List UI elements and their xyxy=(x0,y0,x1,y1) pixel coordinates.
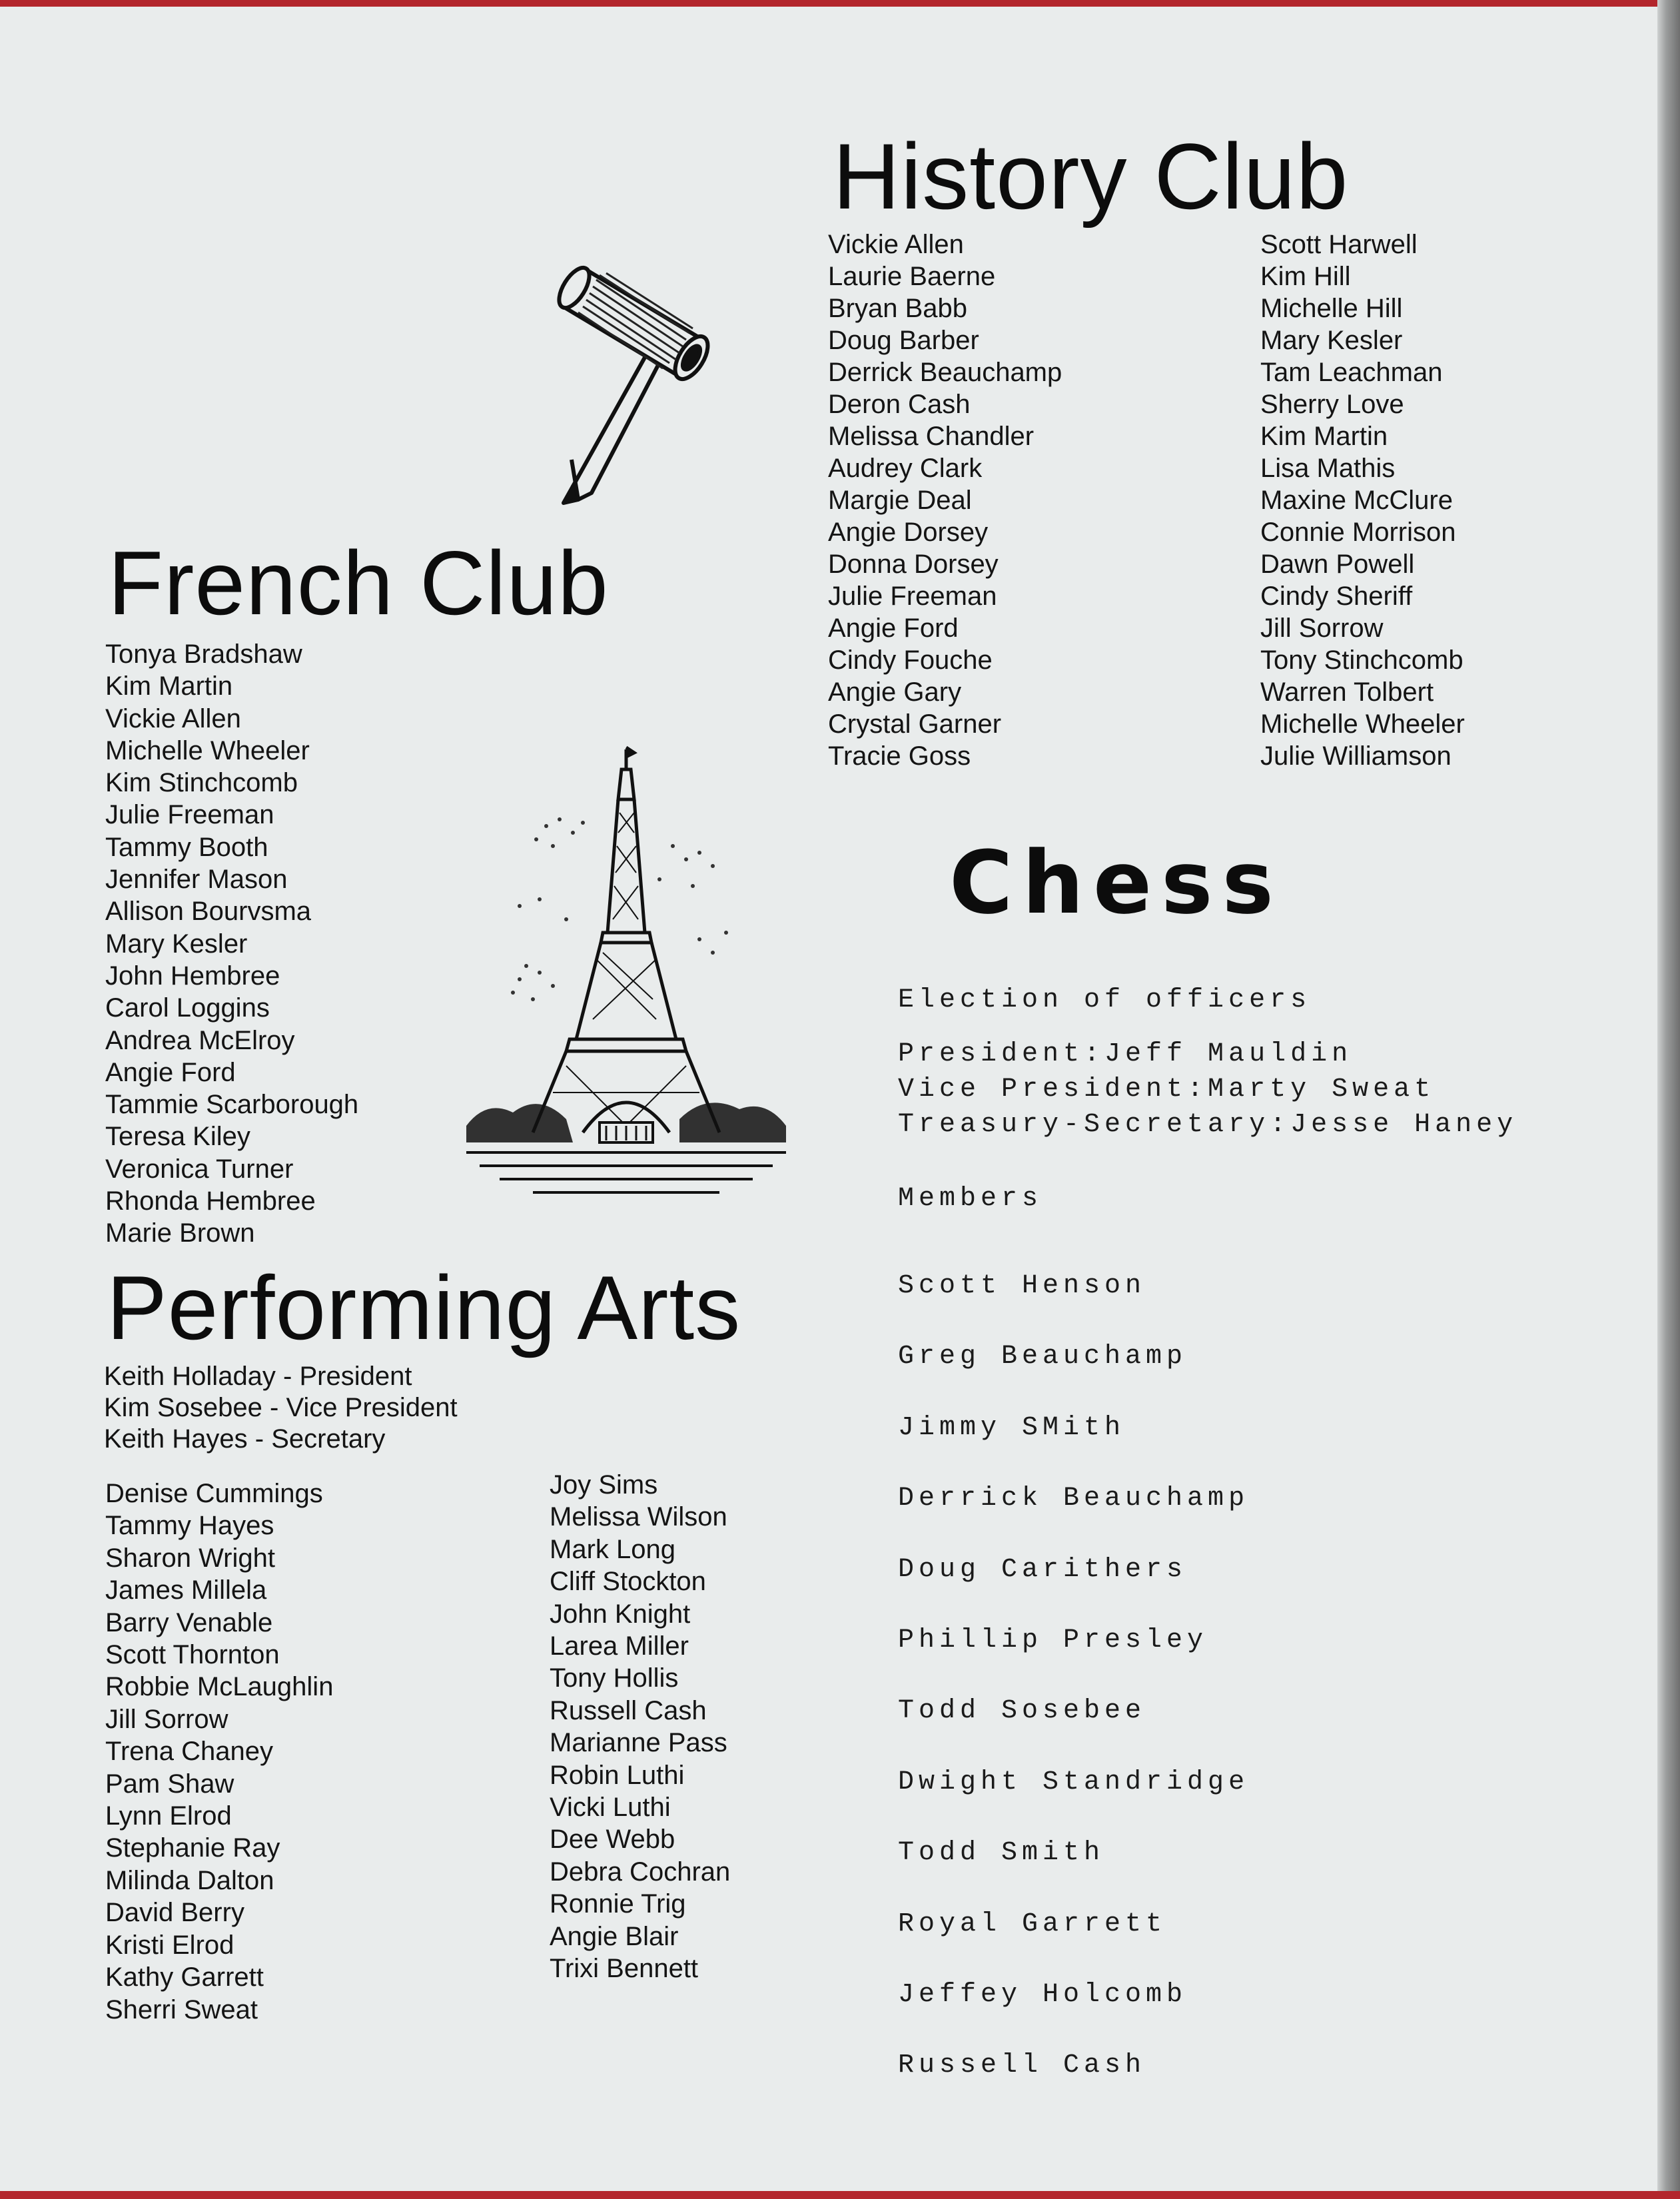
performing-arts-member: Robbie McLaughlin xyxy=(105,1672,334,1702)
performing-arts-member: Joy Sims xyxy=(550,1470,658,1500)
history-club-member: Jill Sorrow xyxy=(1260,614,1384,643)
history-club-member: Margie Deal xyxy=(828,486,972,515)
history-club-member: Scott Harwell xyxy=(1260,230,1418,259)
french-club-member: Angie Ford xyxy=(105,1057,236,1087)
chess-members-list xyxy=(898,1251,1249,2102)
history-club-member: Melissa Chandler xyxy=(828,422,1035,451)
performing-arts-member: Debra Cochran xyxy=(550,1857,731,1887)
performing-arts-member: Larea Miller xyxy=(550,1631,689,1661)
history-club-member: Derrick Beauchamp xyxy=(828,358,1062,387)
history-club-member: Angie Gary xyxy=(828,677,962,707)
french-club-member: Jennifer Mason xyxy=(105,865,288,895)
history-club-member: Julie Williamson xyxy=(1260,741,1452,771)
history-club-member: Doug Barber xyxy=(828,326,979,355)
performing-arts-officers xyxy=(104,1361,458,1455)
chess-title: Chess xyxy=(949,832,1283,933)
chess-officer: Treasury-Secretary:Jesse Haney xyxy=(898,1110,1518,1140)
performing-arts-member: Russell Cash xyxy=(550,1695,707,1725)
history-club-member: Michelle Hill xyxy=(1260,294,1403,323)
performing-arts-member: Lynn Elrod xyxy=(105,1801,232,1831)
french-club-member: Tonya Bradshaw xyxy=(105,640,302,669)
gavel-icon xyxy=(500,243,739,510)
french-club-member: Kim Martin xyxy=(105,671,233,701)
performing-arts-member: Barry Venable xyxy=(105,1607,273,1637)
performing-arts-member: Trena Chaney xyxy=(105,1737,273,1767)
history-club-member: Cindy Fouche xyxy=(828,646,993,675)
french-club-member: Carol Loggins xyxy=(105,993,270,1023)
performing-arts-member: James Millela xyxy=(105,1575,267,1605)
history-club-member: Maxine McClure xyxy=(1260,486,1453,515)
history-club-member: Mary Kesler xyxy=(1260,326,1403,355)
performing-arts-member: Cliff Stockton xyxy=(550,1567,706,1597)
performing-arts-member: Kathy Garrett xyxy=(105,1963,264,1992)
history-club-member: Kim Martin xyxy=(1260,422,1388,451)
performing-arts-member: David Berry xyxy=(105,1898,244,1928)
french-club-member: John Hembree xyxy=(105,961,280,991)
french-club-member: Tammie Scarborough xyxy=(105,1090,359,1120)
performing-arts-member: Angie Blair xyxy=(550,1921,679,1951)
performing-arts-member: Trixi Bennett xyxy=(550,1954,699,1984)
page-edge-top xyxy=(0,0,1680,7)
french-club-member: Vickie Allen xyxy=(105,703,241,733)
chess-member: Royal Garrett xyxy=(898,1909,1167,1939)
performing-arts-member: Mark Long xyxy=(550,1534,675,1564)
chess-member: Todd Smith xyxy=(898,1838,1105,1869)
performing-arts-title: Performing Arts xyxy=(107,1257,741,1358)
chess-member: Phillip Presley xyxy=(898,1625,1208,1656)
chess-member: Jeffey Holcomb xyxy=(898,1980,1188,2010)
french-club-list xyxy=(105,638,358,1250)
history-club-list-col1 xyxy=(828,228,1062,772)
chess-members-heading: Members xyxy=(898,1184,1043,1214)
chess-officer: Vice President:Marty Sweat xyxy=(898,1075,1436,1104)
chess-member: Todd Sosebee xyxy=(898,1696,1146,1727)
performing-arts-member: Melissa Wilson xyxy=(550,1502,727,1532)
history-club-member: Julie Freeman xyxy=(828,582,997,611)
performing-arts-member: Sherri Sweat xyxy=(105,1994,258,2024)
history-club-member: Bryan Babb xyxy=(828,294,968,323)
performing-arts-member: Milinda Dalton xyxy=(105,1865,274,1895)
performing-arts-member: Sharon Wright xyxy=(105,1543,275,1573)
performing-arts-member: Tammy Hayes xyxy=(105,1511,274,1541)
history-club-member: Michelle Wheeler xyxy=(1260,709,1465,739)
history-club-title: History Club xyxy=(833,124,1349,228)
performing-arts-list-col1 xyxy=(105,1478,333,2026)
french-club-member: Teresa Kiley xyxy=(105,1122,250,1152)
french-club-member: Marie Brown xyxy=(105,1218,255,1248)
french-club-member: Tammy Booth xyxy=(105,832,268,862)
history-club-member: Angie Dorsey xyxy=(828,518,989,547)
history-club-member: Tracie Goss xyxy=(828,741,971,771)
history-club-member: Vickie Allen xyxy=(828,230,964,259)
history-club-member: Cindy Sheriff xyxy=(1260,582,1413,611)
history-club-member: Dawn Powell xyxy=(1260,550,1415,579)
page-edge-bottom xyxy=(0,2191,1680,2199)
performing-arts-member: Dee Webb xyxy=(550,1825,675,1855)
history-club-member: Lisa Mathis xyxy=(1260,454,1396,483)
history-club-list-col2 xyxy=(1260,228,1465,772)
history-club-member: Deron Cash xyxy=(828,390,971,419)
performing-arts-officer: Keith Hayes - Secretary xyxy=(104,1424,386,1454)
chess-member: Doug Carithers xyxy=(898,1554,1188,1585)
french-club-member: Andrea McElroy xyxy=(105,1025,295,1055)
chess-member: Greg Beauchamp xyxy=(898,1342,1188,1372)
history-club-member: Connie Morrison xyxy=(1260,518,1456,547)
history-club-member: Laurie Baerne xyxy=(828,262,996,291)
french-club-member: Julie Freeman xyxy=(105,800,274,830)
chess-member: Dwight Standridge xyxy=(898,1767,1250,1797)
french-club-member: Michelle Wheeler xyxy=(105,735,310,765)
french-club-member: Rhonda Hembree xyxy=(105,1186,316,1216)
french-club-member: Allison Bourvsma xyxy=(105,897,312,927)
performing-arts-officer: Kim Sosebee - Vice President xyxy=(104,1393,458,1422)
performing-arts-member: Jill Sorrow xyxy=(105,1704,228,1734)
history-club-member: Warren Tolbert xyxy=(1260,677,1434,707)
history-club-member: Tam Leachman xyxy=(1260,358,1443,387)
french-club-member: Veronica Turner xyxy=(105,1154,294,1184)
performing-arts-member: Marianne Pass xyxy=(550,1728,727,1758)
french-club-member: Mary Kesler xyxy=(105,929,248,959)
chess-member: Jimmy SMith xyxy=(898,1412,1126,1443)
history-club-member: Crystal Garner xyxy=(828,709,1002,739)
chess-election-heading: Election of officers xyxy=(898,985,1312,1015)
chess-member: Russell Cash xyxy=(898,2050,1146,2081)
page-edge-right xyxy=(1657,0,1680,2199)
performing-arts-member: Stephanie Ray xyxy=(105,1833,280,1863)
chess-officers xyxy=(898,1037,1517,1142)
performing-arts-member: Scott Thornton xyxy=(105,1640,280,1670)
performing-arts-member: Denise Cummings xyxy=(105,1479,323,1508)
performing-arts-member: Kristi Elrod xyxy=(105,1930,234,1960)
performing-arts-member: Ronnie Trig xyxy=(550,1889,686,1919)
history-club-member: Tony Stinchcomb xyxy=(1260,646,1464,675)
performing-arts-officer: Keith Holladay - President xyxy=(104,1362,412,1391)
french-club-title: French Club xyxy=(108,532,609,634)
french-club-member: Kim Stinchcomb xyxy=(105,768,298,798)
performing-arts-member: Robin Luthi xyxy=(550,1760,685,1790)
history-club-member: Angie Ford xyxy=(828,614,959,643)
history-club-member: Audrey Clark xyxy=(828,454,983,483)
history-club-member: Sherry Love xyxy=(1260,390,1404,419)
eiffel-tower-icon xyxy=(460,739,793,1206)
performing-arts-member: John Knight xyxy=(550,1599,691,1629)
performing-arts-member: Pam Shaw xyxy=(105,1769,234,1799)
performing-arts-member: Vicki Luthi xyxy=(550,1793,671,1823)
chess-officer: President:Jeff Mauldin xyxy=(898,1039,1353,1069)
chess-member: Derrick Beauchamp xyxy=(898,1484,1250,1514)
history-club-member: Kim Hill xyxy=(1260,262,1351,291)
performing-arts-list-col2 xyxy=(550,1469,730,1985)
chess-member: Scott Henson xyxy=(898,1271,1146,1301)
history-club-member: Donna Dorsey xyxy=(828,550,999,579)
performing-arts-member: Tony Hollis xyxy=(550,1663,679,1693)
